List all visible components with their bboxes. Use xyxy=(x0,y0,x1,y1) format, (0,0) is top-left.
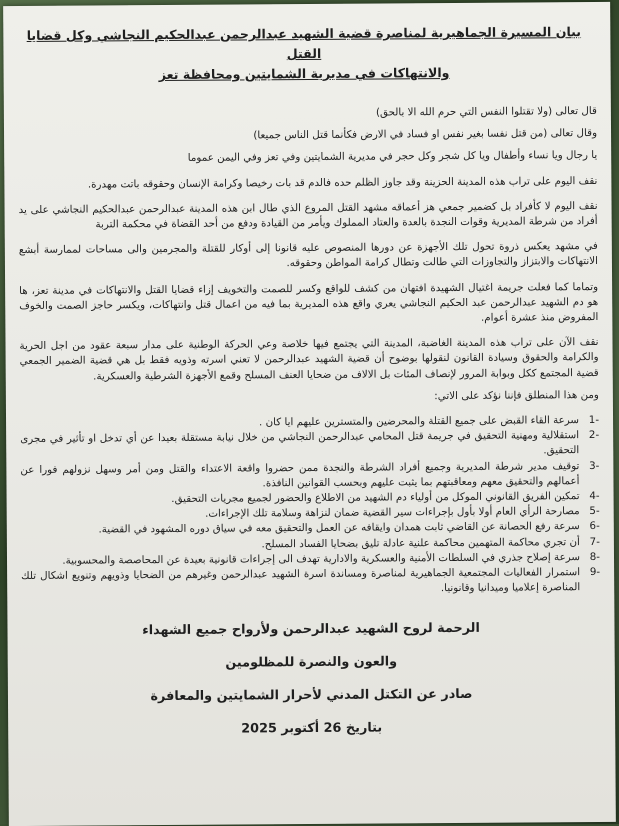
demand-item: -1 سرعة القاء القبض على جميع القتلة والمحرضين والمتسترين عليهم ايا كان . xyxy=(258,414,600,429)
paragraph-1: نقف اليوم على تراب هذه المدينة الحزينة وقد جاوز الظلم حده فالدم قد بات رخيصا وكرامة الإنسان وحقوقه باتت مهدرة. xyxy=(87,174,598,191)
document-body xyxy=(4,104,614,600)
demands-list xyxy=(20,413,600,599)
demand-item: -3 توقيف مدير شرطة المديرية وجميع أفراد الشرطة والنجدة ممن حضروا واقعة الاعتداء والقتل ومن أمر وسهل نزولهم فورا عن أعمالهم والتحقيق معهم ومعاقبتهم بما يثبت عليهم وبحسب القوانين النافذة. xyxy=(20,459,600,490)
demand-item: -9 استمرار الفعاليات المجتمعية الجماهيرية لمناصرة ومساندة اسرة الشهيد عبدالرحمن وغيرهم من الضحايا وذويهم وتنويع اشكال تلك المناصرة إعلاميا وميدانيا وقانونيا. xyxy=(21,566,601,595)
demand-item: -5 مصارحة الرأي العام أولا بأول بإجراءات سير القضية ضمان لنزاهة وسلامة تلك الإجراءات. xyxy=(205,505,600,520)
demand-item: -2 استقلالية ومهنية التحقيق في جريمة قتل المحامي عبدالرحمن النجاشي من خلال نيابة مستقلة بعيدا عن أي تدخل او تأثير في مجرى التحقيق. xyxy=(20,429,600,457)
demand-item: -7 أن تجري محاكمة المتهمين محاكمة علنية عادلة تليق بضحايا الفساد المسلح. xyxy=(261,535,600,551)
date-line: بتاريخ 26 أكتوبر 2025 xyxy=(241,720,383,737)
quran-verse-1: قال تعالى (ولا تقتلوا النفس التي حرم الله الا بالحق) xyxy=(375,104,597,119)
demands-intro: ومن هذا المنطلق فإننا نؤكد على الاتي: xyxy=(434,388,599,402)
closing-line-2: والعون والنصرة للمظلومين xyxy=(225,654,398,672)
paragraph-5: نقف الآن على تراب هذه المدينة الغاضبة، المدينة التي يجتمع فيها خلاصة وعي الحركة الوطنية على مدار سبعة عقود من اجل الحرية والكرامة والحقوق وسيادة القانون لنقولها بوضوح أن قضية الشهيد عبدالرحمن لا تعني اسرته وذويه فقط بل هي قضية الضمير الجمعي قضية المجتمع ككل وبوابة المرور لإنصاف المئات بل الالاف من ضحايا العنف المسلح وقمع الأجهزة الشرطية والعسكرية. xyxy=(19,336,599,383)
title-line-1: بيان المسيرة الجماهيرية لمناصرة قضية الشهيد عبدالرحمن عبدالحكيم النجاشي وكل قضايا القتل xyxy=(26,24,582,62)
issuer-line: صادر عن التكتل المدني لأحرار الشمايتين والمعافرة xyxy=(150,687,473,705)
closing-line-1: الرحمة لروح الشهيد عبدالرحمن ولأرواح جميع الشهداء xyxy=(142,621,480,639)
document-title xyxy=(21,22,586,86)
demand-item: -6 سرعة رفع الحصانة عن القاضي ثابت همدان وايقافه عن العمل والتحقيق معه في سياق دوره المشهود في القضية. xyxy=(98,520,600,536)
paragraph-3: في مشهد يعكس ذروة تحول تلك الأجهزة عن دورها المنصوص عليه قانونا إلى أوكار للقتلة والمجرمين والى مساحات لممارسة أبشع الانتهاكات والابتزاز والتجاوزات التي طالت وتطال كرامة المواطن وحقوقه. xyxy=(18,240,598,270)
paragraph-4: وتماما كما فعلت جريمة اغتيال الشهيدة افتهان من كشف للواقع وكسر للصمت والتخويف إزاء قضايا القتل والانتهاكات في مدينة تعز، ها هو دم الشهيد عبدالرحمن عبد الحكيم النجاشي يعري واقع هذه المديرية بما فيه من اعمال قتل وانتهاكات، ويكسر حاجز الصمت والخوف المفروض منذ عشرة أعوام. xyxy=(19,280,599,324)
title-line-2: والانتهاكات في مديرية الشمايتين ومحافظة تعز xyxy=(158,65,450,83)
closing-block xyxy=(7,611,615,747)
demand-item: -4 تمكين الفريق القانوني الموكل من أولياء دم الشهيد من الاطلاع والحضور لجميع مجريات التحقيق. xyxy=(171,490,600,506)
paragraph-2: نقف اليوم لا كأفراد بل كضمير جمعي هز أعماقه مشهد القتل المروع الذي طال ابن هذه المدينة عبدالرحمن عبدالحكيم النجاشي على يد أفراد من شرطة المديرية وقوات النجدة بالعدة والعتاد المملوك ويأمر من القيادة ودفع من أحد القضاة في محكمة التربة xyxy=(18,199,598,231)
address-line: يا رجال ويا نساء وأطفال ويا كل شجر وكل حجر في مديرية الشمايتين وفي تعز وفي اليمن عموما xyxy=(187,149,598,165)
quran-verse-2: وقال تعالى (من قتل نفسا بغير نفس او فساد في الارض فكأنما قتل الناس جميعا) xyxy=(253,127,598,142)
demand-item: -8 سرعة إصلاح جذري في السلطات الأمنية والعسكرية والادارية تهدف الى إجراءات قانونية بعيدة عن المحاصصة والمحسوبية. xyxy=(62,550,601,567)
statement-paper xyxy=(3,2,616,826)
